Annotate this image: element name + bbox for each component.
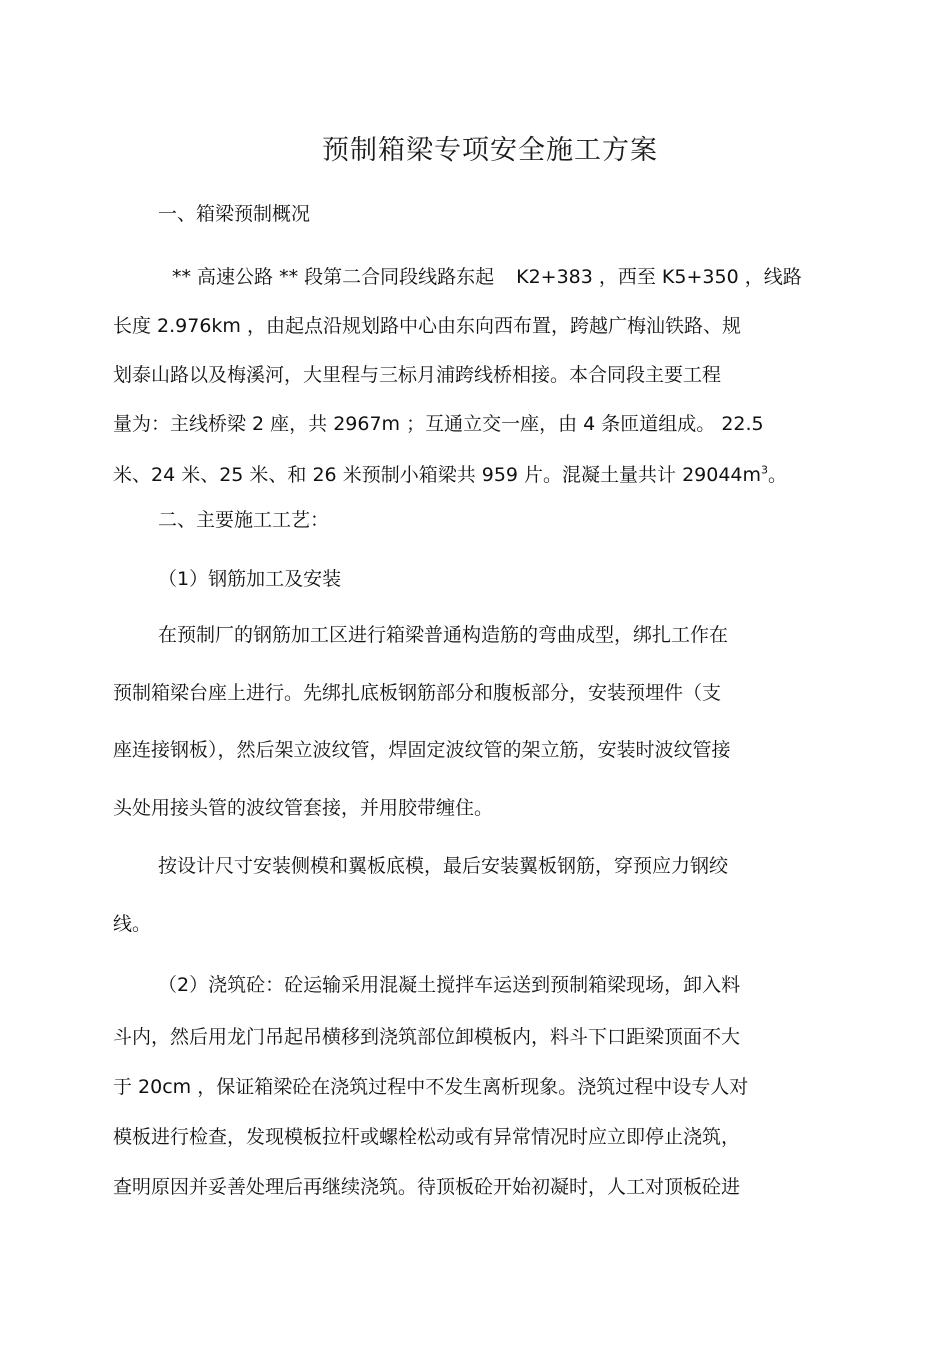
paragraph-line: 划泰山路以及梅溪河，大里程与三标月浦跨线桥相接。本合同段主要工程 [113, 364, 722, 386]
subsection-heading-1: （1）钢筋加工及安装 [158, 568, 342, 590]
text-run: 米、24 米、25 米、和 26 米预制小箱梁共 959 片。混凝土量共计 29044m [113, 464, 762, 486]
paragraph-line: 模板进行检查，发现模板拉杆或螺栓松动或有异常情况时应立即停止浇筑， [113, 1126, 741, 1148]
paragraph-line: 斗内，然后用龙门吊起吊横移到浇筑部位卸模板内，料斗下口距梁顶面不大 [113, 1026, 741, 1048]
paragraph-line: 座连接钢板），然后架立波纹管，焊固定波纹管的架立筋，安装时波纹管接 [113, 739, 731, 761]
section-heading-1: 一、箱梁预制概况 [158, 203, 311, 225]
paragraph-line: （2）浇筑砼：砼运输采用混凝土搅拌车运送到预制箱梁现场，卸入料 [158, 974, 741, 996]
paragraph-line: 于 20cm ，保证箱梁砼在浇筑过程中不发生离析现象。浇筑过程中设专人对 [113, 1076, 749, 1098]
paragraph-line: 查明原因并妥善处理后再继续浇筑。待顶板砼开始初凝时，人工对顶板砼进 [113, 1176, 741, 1198]
paragraph-line: 量为：主线桥梁 2 座，共 2967m ；互通立交一座，由 4 条匝道组成。 22.5 [113, 413, 764, 435]
text-run: 。 [768, 464, 788, 486]
paragraph-line: 按设计尺寸安装侧模和翼板底模，最后安装翼板钢筋，穿预应力钢绞 [158, 855, 729, 877]
paragraph-line: 长度 2.976km ，由起点沿规划路中心由东向西布置，跨越广梅汕铁路、规 [113, 315, 741, 337]
paragraph-line: 在预制厂的钢筋加工区进行箱梁普通构造筋的弯曲成型，绑扎工作在 [158, 624, 729, 646]
text-run: K2+383 ，西至 K5+350 ，线路 [516, 266, 802, 288]
paragraph-line: 线。 [113, 913, 152, 935]
paragraph-line [172, 264, 802, 290]
paragraph-line: 头处用接头管的波纹管套接，并用胶带缠住。 [113, 797, 494, 819]
paragraph-line: 预制箱梁台座上进行。先绑扎底板钢筋部分和腹板部分，安装预埋件（支 [113, 682, 722, 704]
text-run: ** 高速公路 ** 段第二合同段线路东起 [172, 266, 495, 288]
section-heading-2: 二、主要施工工艺： [158, 509, 330, 531]
superscript: 3 [761, 463, 769, 477]
paragraph-line [113, 462, 787, 488]
document-title: 预制箱梁专项安全施工方案 [322, 135, 658, 166]
